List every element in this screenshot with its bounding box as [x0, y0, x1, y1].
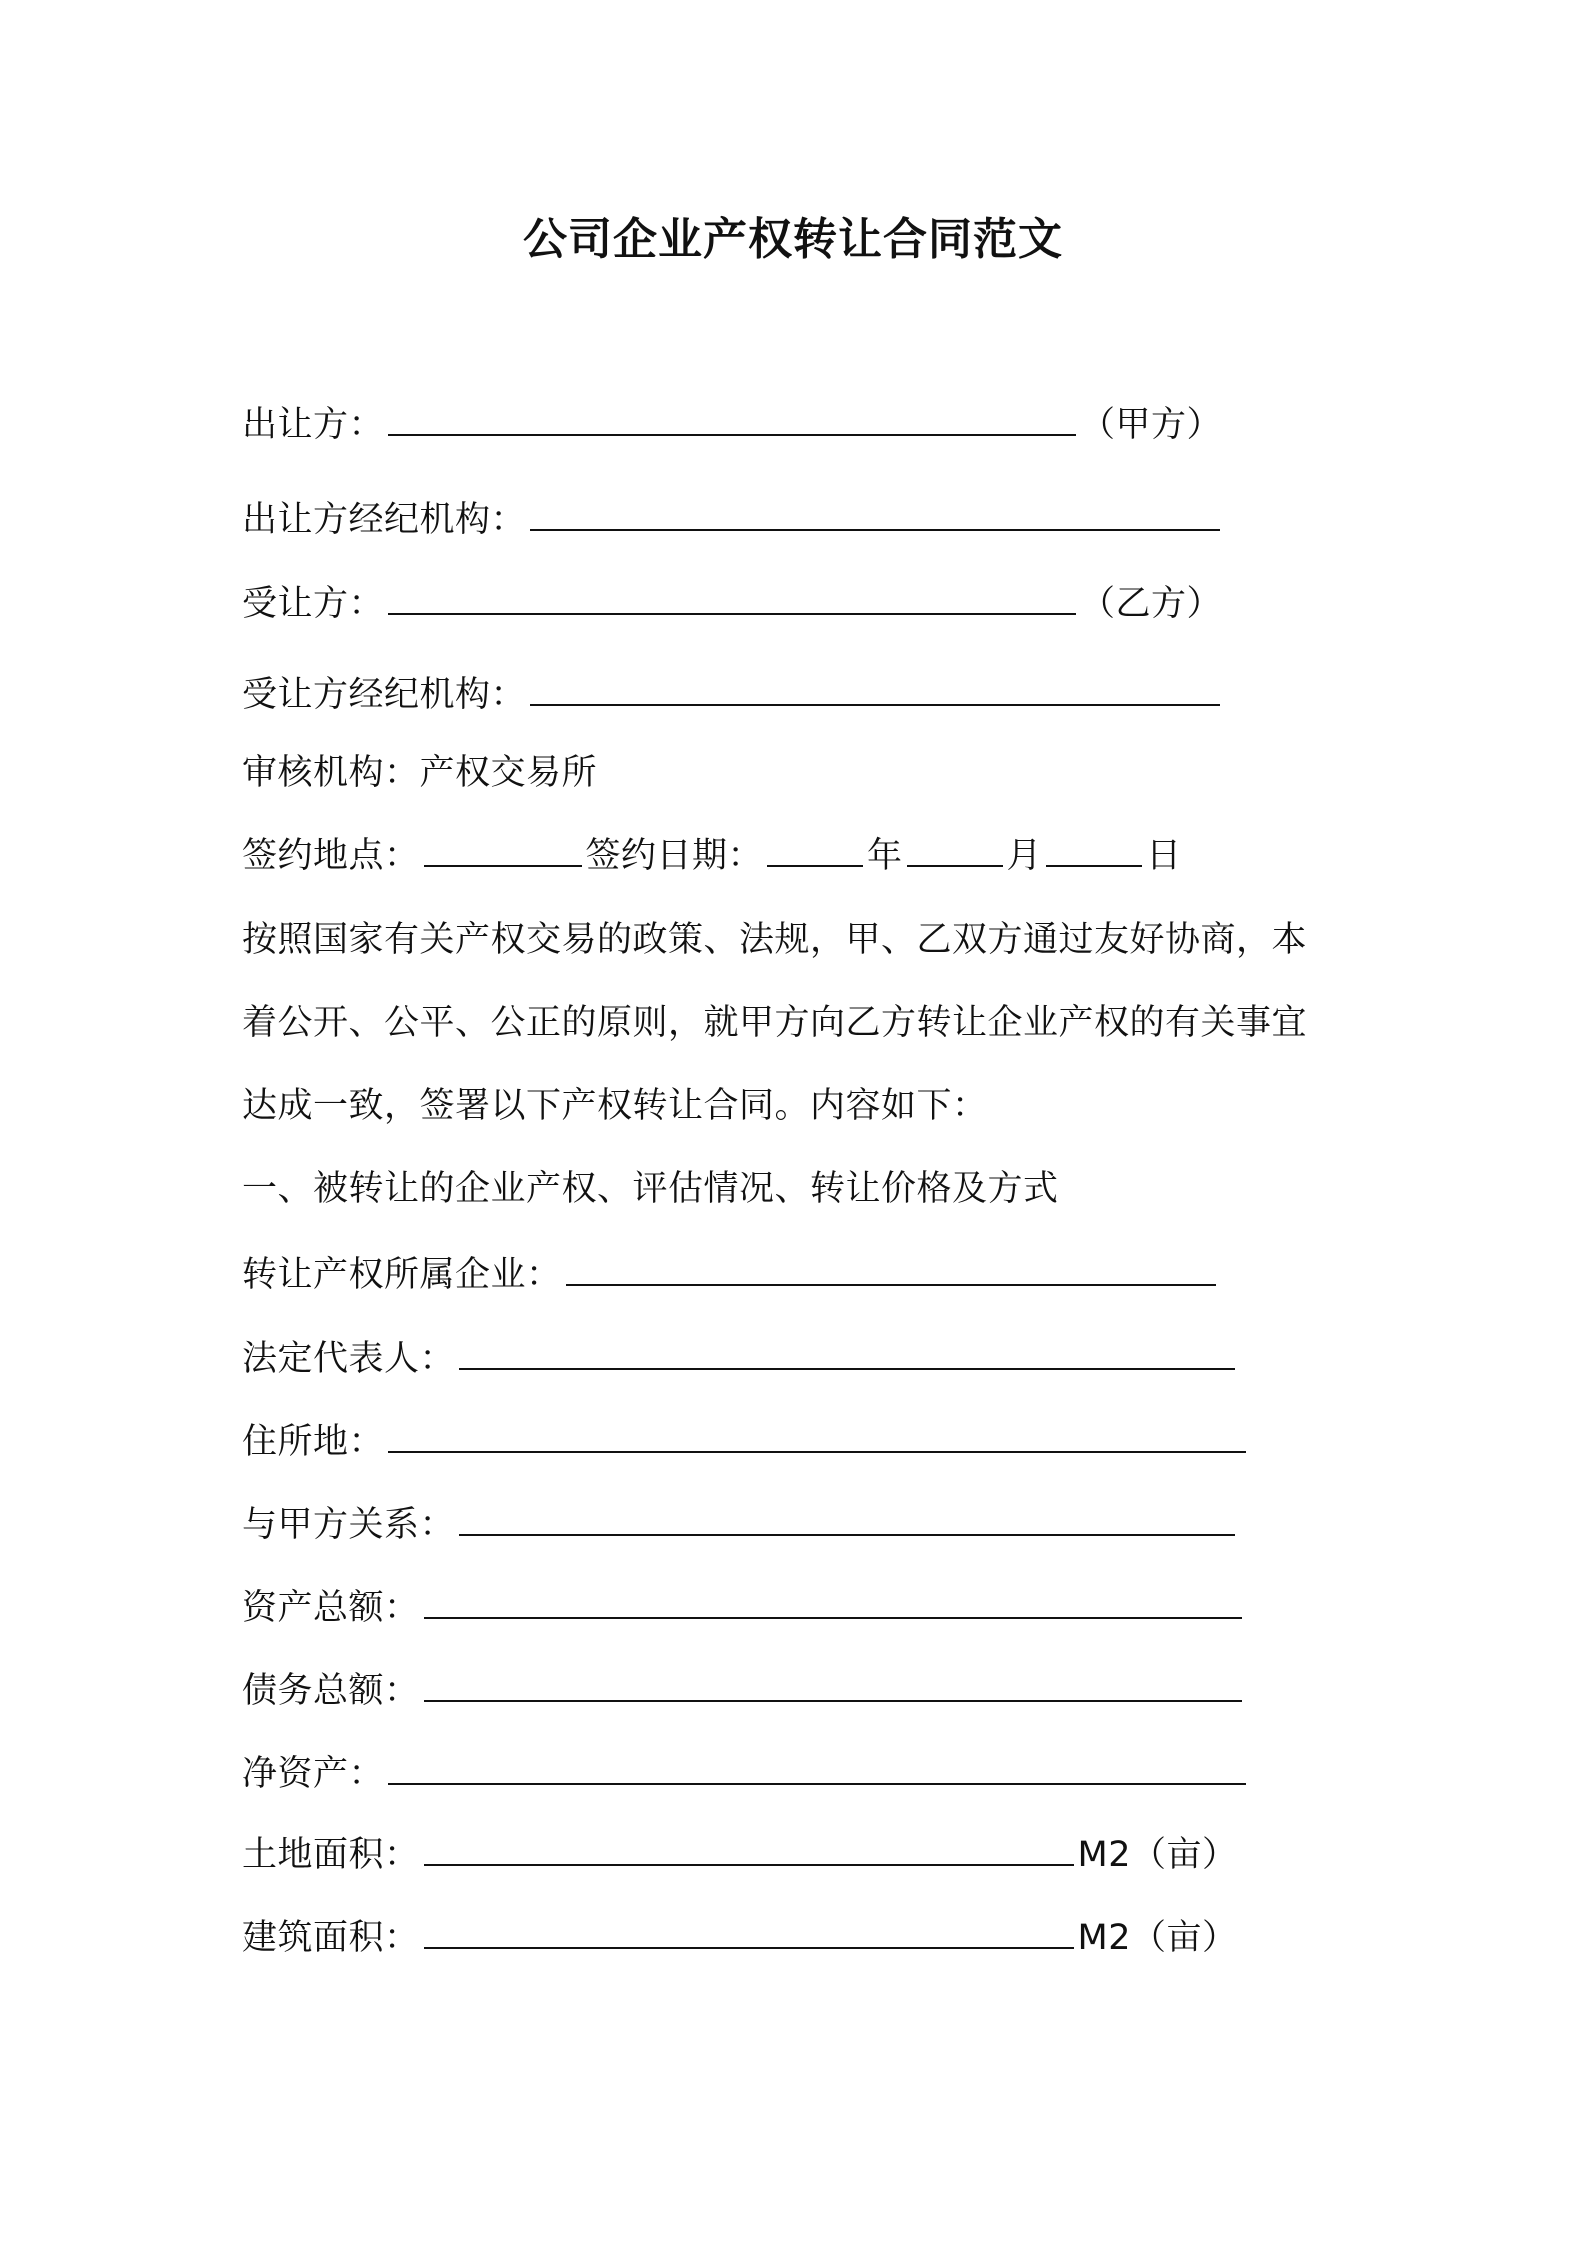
intro-line-1: 按照国家有关产权交易的政策、法规，甲、乙双方通过友好协商，本 — [242, 920, 1308, 960]
transferor-suffix: （甲方） — [1080, 405, 1223, 445]
sign-date-label: 签约日期： — [585, 836, 764, 876]
transferor-label: 出让方： — [242, 405, 385, 445]
transferee-label: 受让方： — [242, 584, 385, 624]
total-assets-label: 资产总额： — [242, 1588, 420, 1628]
total-debts-label: 债务总额： — [242, 1671, 420, 1711]
building-area-line — [242, 1915, 1237, 1961]
net-assets-line — [242, 1751, 1250, 1797]
building-area-unit: M2（亩） — [1077, 1918, 1238, 1958]
transferor-agent-blank[interactable] — [530, 499, 1220, 531]
legal-rep-blank[interactable] — [459, 1338, 1235, 1370]
relation-blank[interactable] — [459, 1504, 1235, 1536]
sign-place-blank[interactable] — [424, 835, 582, 867]
total-debts-line — [242, 1668, 1246, 1714]
transferee-suffix: （乙方） — [1080, 584, 1223, 624]
review-org-text: 审核机构：产权交易所 — [242, 753, 598, 793]
intro-line-3: 达成一致，签署以下产权转让合同。内容如下： — [242, 1086, 988, 1126]
sign-place-label: 签约地点： — [242, 836, 420, 876]
intro-line-2: 着公开、公平、公正的原则，就甲方向乙方转让企业产权的有关事宜 — [242, 1003, 1308, 1043]
total-assets-line — [242, 1585, 1246, 1631]
document-title: 公司企业产权转让合同范文 — [523, 214, 1063, 265]
legal-rep-line — [242, 1336, 1239, 1382]
legal-rep-label: 法定代表人： — [242, 1339, 456, 1379]
enterprise-label: 转让产权所属企业： — [242, 1255, 562, 1295]
transferor-line — [242, 402, 1222, 448]
year-unit: 年 — [867, 836, 903, 876]
transferee-line — [242, 581, 1222, 627]
relation-line — [242, 1502, 1239, 1548]
building-area-blank[interactable] — [424, 1917, 1074, 1949]
transferee-blank[interactable] — [388, 583, 1076, 615]
transferor-blank[interactable] — [388, 404, 1076, 436]
land-area-unit: M2（亩） — [1077, 1835, 1238, 1875]
net-assets-label: 净资产： — [242, 1754, 385, 1794]
transferee-agent-blank[interactable] — [530, 674, 1220, 706]
total-debts-blank[interactable] — [424, 1670, 1242, 1702]
land-area-label: 土地面积： — [242, 1835, 420, 1875]
month-unit: 月 — [1006, 836, 1043, 876]
transferor-agent-label: 出让方经纪机构： — [242, 500, 527, 540]
sign-month-blank[interactable] — [907, 835, 1003, 867]
enterprise-blank[interactable] — [566, 1254, 1216, 1286]
net-assets-blank[interactable] — [388, 1753, 1246, 1785]
land-area-line — [242, 1832, 1237, 1878]
address-blank[interactable] — [388, 1421, 1246, 1453]
sign-info-line — [242, 833, 1182, 879]
relation-label: 与甲方关系： — [242, 1505, 456, 1545]
address-line — [242, 1419, 1250, 1465]
sign-year-blank[interactable] — [767, 835, 863, 867]
sign-day-blank[interactable] — [1046, 835, 1142, 867]
land-area-blank[interactable] — [424, 1834, 1074, 1866]
section-1-heading: 一、被转让的企业产权、评估情况、转让价格及方式 — [242, 1169, 1059, 1209]
review-org-line — [242, 750, 597, 796]
enterprise-line — [242, 1252, 1220, 1298]
total-assets-blank[interactable] — [424, 1587, 1242, 1619]
building-area-label: 建筑面积： — [242, 1918, 420, 1958]
day-unit: 日 — [1146, 836, 1182, 876]
address-label: 住所地： — [242, 1422, 385, 1462]
transferee-agent-line — [242, 672, 1224, 718]
transferee-agent-label: 受让方经纪机构： — [242, 675, 527, 715]
transferor-agent-line — [242, 497, 1224, 543]
